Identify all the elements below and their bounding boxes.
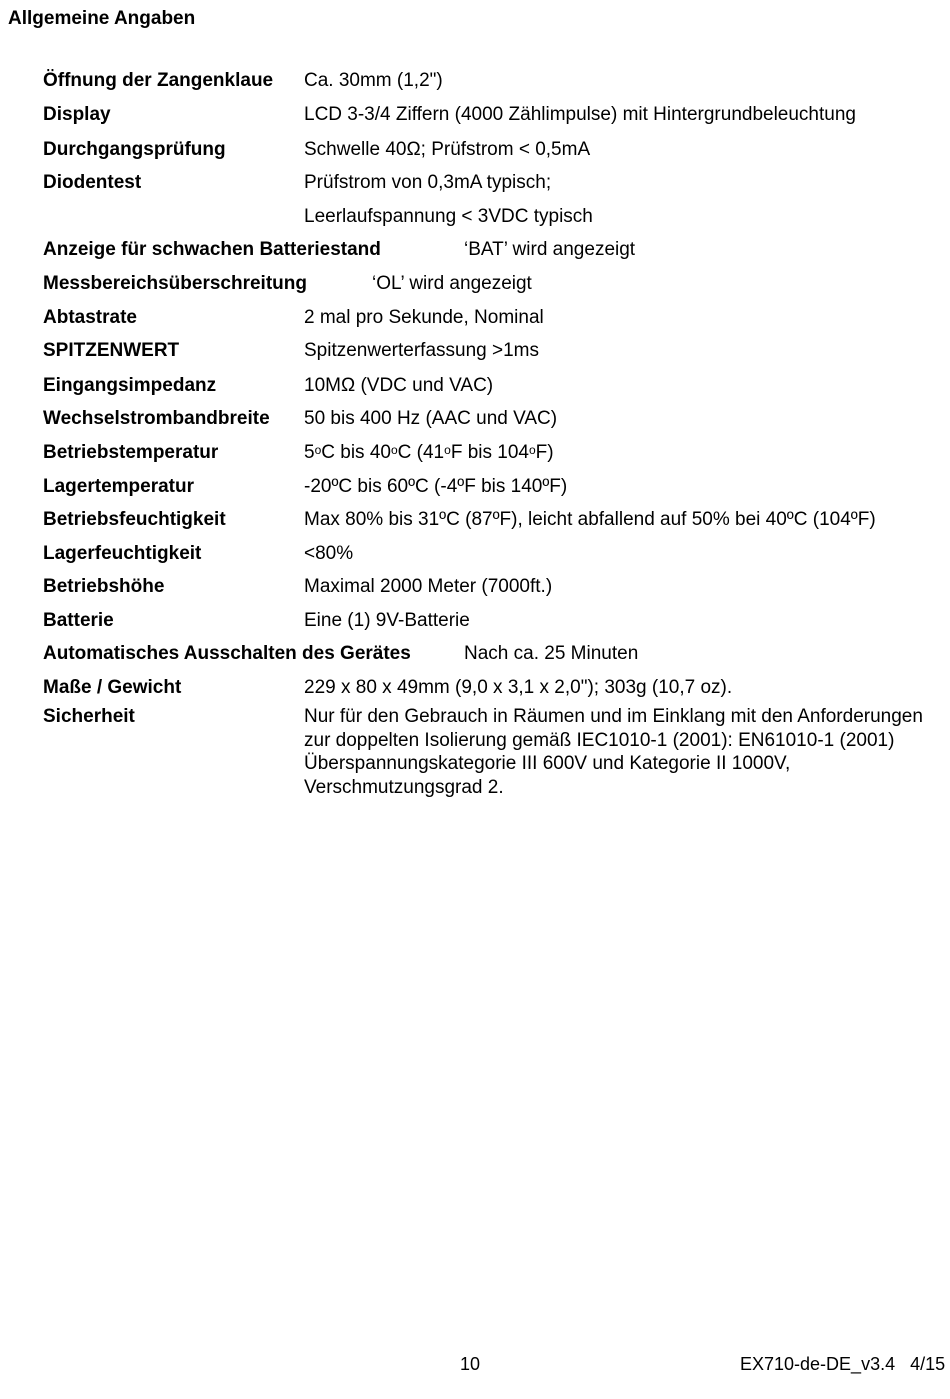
- spec-label: Wechselstrombandbreite: [43, 408, 270, 429]
- spec-label: Betriebsfeuchtigkeit: [43, 509, 226, 530]
- spec-label: Durchgangsprüfung: [43, 139, 226, 160]
- spec-value: Spitzenwerterfassung >1ms: [304, 340, 539, 361]
- spec-label: Betriebstemperatur: [43, 442, 219, 463]
- spec-value: 229 x 80 x 49mm (9,0 x 3,1 x 2,0"); 303g (10,7 oz).: [304, 677, 733, 698]
- spec-value: LCD 3-3/4 Ziffern (4000 Zählimpulse) mit Hintergrundbeleuchtung: [304, 104, 856, 125]
- spec-label: Abtastrate: [43, 307, 137, 328]
- spec-label: Messbereichsüberschreitung: [43, 273, 307, 294]
- spec-value: ‘BAT’ wird angezeigt: [464, 239, 636, 260]
- spec-value: Maximal 2000 Meter (7000ft.): [304, 576, 553, 597]
- document-code-text: EX710-de-DE_v3.4 4/15: [740, 1354, 946, 1374]
- value-text: C (41: [397, 442, 445, 463]
- spec-label: Lagertemperatur: [43, 476, 194, 497]
- spec-value: 10MΩ (VDC und VAC): [304, 375, 494, 396]
- spec-value: Leerlaufspannung < 3VDC typisch: [304, 206, 593, 227]
- value-text: F bis 104: [450, 442, 529, 463]
- degree-mark: o: [390, 443, 398, 457]
- spec-value: Eine (1) 9V-Batterie: [304, 610, 470, 631]
- spec-label: Automatisches Ausschalten des Gerätes: [43, 643, 411, 664]
- spec-label: Diodentest: [43, 172, 142, 193]
- spec-value: ‘OL’ wird angezeigt: [372, 273, 532, 294]
- spec-value: Prüfstrom von 0,3mA typisch;: [304, 172, 552, 193]
- spec-value: Max 80% bis 31ºC (87ºF), leicht abfallend auf 50% bei 40ºC (104ºF): [304, 509, 876, 530]
- spec-value: Schwelle 40Ω; Prüfstrom < 0,5mA: [304, 139, 591, 160]
- spec-label: Maße / Gewicht: [43, 677, 182, 698]
- document-code: [740, 1354, 945, 1375]
- spec-label: Lagerfeuchtigkeit: [43, 543, 202, 564]
- spec-label: Öffnung der Zangenklaue: [43, 70, 274, 91]
- section-title: Allgemeine Angaben: [8, 8, 196, 29]
- spec-value: 50 bis 400 Hz (AAC und VAC): [304, 408, 558, 429]
- value-text: F): [535, 442, 554, 463]
- spec-label: Batterie: [43, 610, 114, 631]
- spec-value: <80%: [304, 543, 354, 564]
- degree-mark: o: [314, 443, 322, 457]
- spec-label: Display: [43, 104, 111, 125]
- spec-label: Betriebshöhe: [43, 576, 165, 597]
- spec-label: Sicherheit: [43, 706, 135, 727]
- spec-label: Anzeige für schwachen Batteriestand: [43, 239, 381, 260]
- spec-value: -20ºC bis 60ºC (-4ºF bis 140ºF): [304, 476, 568, 497]
- degree-mark: o: [528, 443, 536, 457]
- degree-mark: o: [444, 443, 451, 457]
- spec-value: [304, 441, 554, 465]
- spec-value: 2 mal pro Sekunde, Nominal: [304, 307, 544, 328]
- page-number: 10: [460, 1354, 481, 1374]
- spec-value: Nur für den Gebrauch in Räumen und im Einklang mit den Anforderungen zur doppelten Isolierung gemäß IEC1010-1 (2001): EN61010-1 (2001) Überspannungskategorie III 600V und Kategorie II 1000V, Verschmutzungsgrad 2.: [304, 706, 923, 798]
- value-text: 5: [304, 442, 315, 463]
- value-text: C bis 40: [321, 442, 391, 463]
- spec-value: Nach ca. 25 Minuten: [464, 643, 639, 664]
- spec-value: Ca. 30mm (1,2"): [304, 70, 443, 91]
- spec-label: Eingangsimpedanz: [43, 375, 217, 396]
- spec-label: SPITZENWERT: [43, 340, 180, 361]
